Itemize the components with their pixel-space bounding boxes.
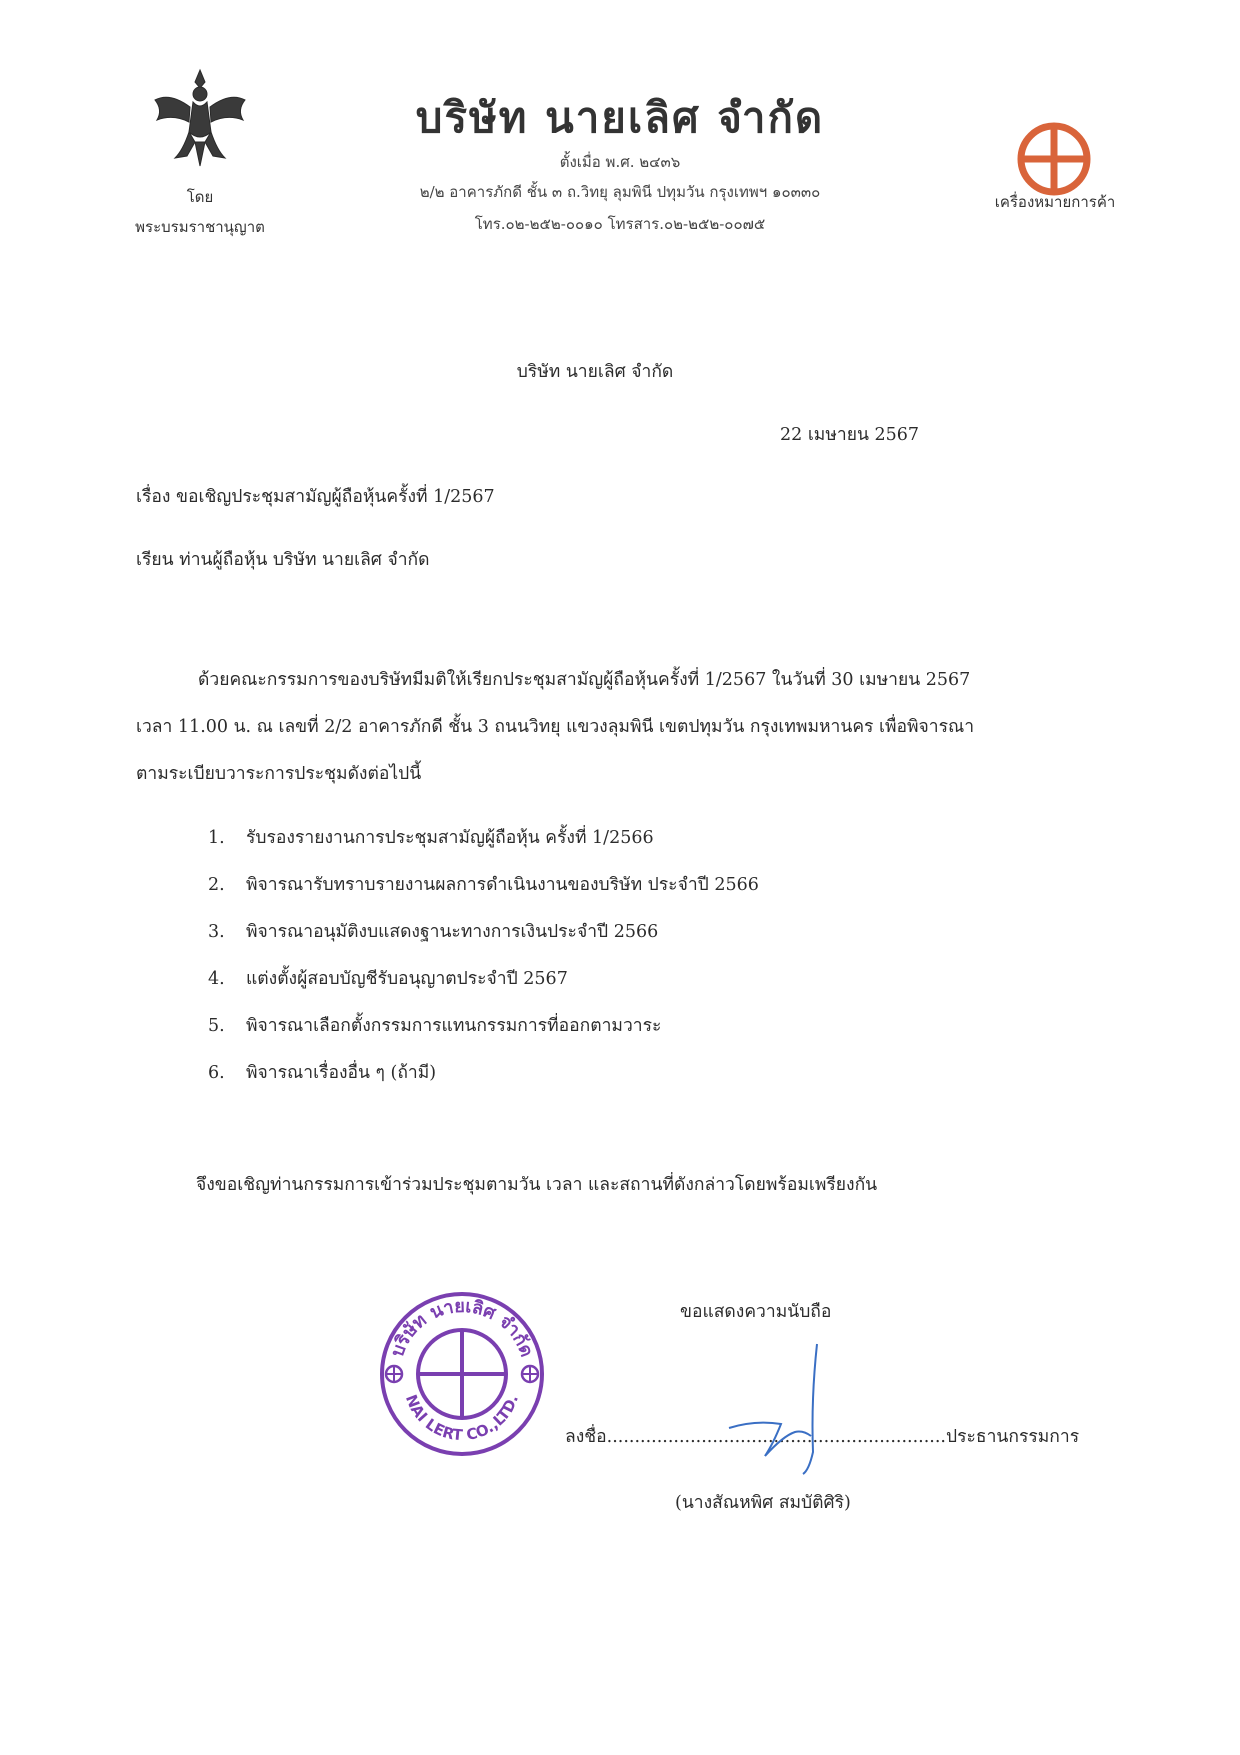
garuda-caption-royal-warrant: พระบรมราชานุญาต	[135, 218, 265, 236]
trademark-cross-circle-icon	[1013, 118, 1095, 200]
closing-line: จึงขอเชิญท่านกรรมการเข้าร่วมประชุมตามวัน เวลา และสถานที่ดังกล่าวโดยพร้อมเพรียงกัน	[196, 1175, 878, 1195]
company-name-centered: บริษัท นายเลิศ จำกัด	[516, 362, 674, 382]
subject-line: เรื่อง ขอเชิญประชุมสามัญผู้ถือหุ้นครั้งที่ 1/2567	[136, 487, 495, 507]
signer-name: (นางสัณหพิศ สมบัติศิริ)	[675, 1493, 851, 1513]
respect-closing: ขอแสดงความนับถือ	[680, 1302, 832, 1322]
signature-line: ลงชื่อ.............................................................ประธานกรรมการ	[565, 1427, 1080, 1447]
garuda-caption: โดย	[186, 188, 214, 206]
agenda-list	[208, 823, 759, 1105]
agenda-item	[208, 1058, 759, 1105]
agenda-text: รับรองรายงานการประชุมสามัญผู้ถือหุ้น ครั้งที่ 1/2566	[246, 828, 654, 848]
paragraph-line: ด้วยคณะกรรมการของบริษัทมีมติให้เรียกประชุมสามัญผู้ถือหุ้นครั้งที่ 1/2567 ในวันที่ 30 เมษายน 2567	[198, 670, 971, 690]
agenda-number: 1.	[208, 828, 225, 848]
agenda-number: 5.	[208, 1016, 225, 1036]
agenda-item	[208, 1011, 759, 1058]
founded-line: ตั้งเมื่อ พ.ศ. ๒๔๓๖	[559, 153, 681, 171]
company-name-header: บริษัท นายเลิศ จำกัด	[415, 93, 825, 142]
agenda-text: พิจารณาเรื่องอื่น ๆ (ถ้ามี)	[246, 1063, 437, 1083]
agenda-text: พิจารณารับทราบรายงานผลการดำเนินงานของบริษัท ประจำปี 2566	[246, 875, 759, 895]
handwritten-signature-icon	[725, 1340, 835, 1480]
address-line: ๒/๒ อาคารภักดี ชั้น ๓ ถ.วิทยุ ลุมพินี ปทุมวัน กรุงเทพฯ ๑๐๓๓๐	[419, 183, 821, 201]
trademark-caption: เครื่องหมายการค้า	[994, 193, 1116, 211]
phone-line: โทร.๐๒-๒๕๒-๐๐๑๐ โทรสาร.๐๒-๒๕๒-๐๐๗๕	[474, 215, 766, 233]
company-seal-stamp-icon	[378, 1290, 546, 1458]
stamp-text-bottom: NAI LERT CO.,LTD.	[401, 1392, 522, 1445]
agenda-text: พิจารณาเลือกตั้งกรรมการแทนกรรมการที่ออกตามวาระ	[246, 1016, 662, 1036]
paragraph-line: ตามระเบียบวาระการประชุมดังต่อไปนี้	[136, 764, 422, 784]
paragraph-line: เวลา 11.00 น. ณ เลขที่ 2/2 อาคารภักดี ชั้น 3 ถนนวิทยุ แขวงลุมพินี เขตปทุมวัน กรุงเทพมหานคร เพื่อพิจารณา	[136, 717, 975, 737]
stamp-text-top: บริษัท นายเลิศ จำกัด	[386, 1295, 538, 1360]
salutation-line: เรียน ท่านผู้ถือหุ้น บริษัท นายเลิศ จำกัด	[136, 550, 430, 570]
agenda-number: 3.	[208, 922, 225, 942]
agenda-number: 4.	[208, 969, 225, 989]
agenda-text: พิจารณาอนุมัติงบแสดงฐานะทางการเงินประจำปี 2566	[246, 922, 659, 942]
agenda-number: 6.	[208, 1063, 225, 1083]
agenda-item	[208, 917, 759, 964]
agenda-item	[208, 964, 759, 1011]
body-paragraph	[136, 665, 1096, 806]
agenda-text: แต่งตั้งผู้สอบบัญชีรับอนุญาตประจำปี 2567	[246, 969, 568, 989]
agenda-item	[208, 870, 759, 917]
agenda-number: 2.	[208, 875, 225, 895]
letter-date: 22 เมษายน 2567	[780, 425, 920, 445]
agenda-item	[208, 823, 759, 870]
garuda-emblem-icon	[145, 62, 255, 172]
